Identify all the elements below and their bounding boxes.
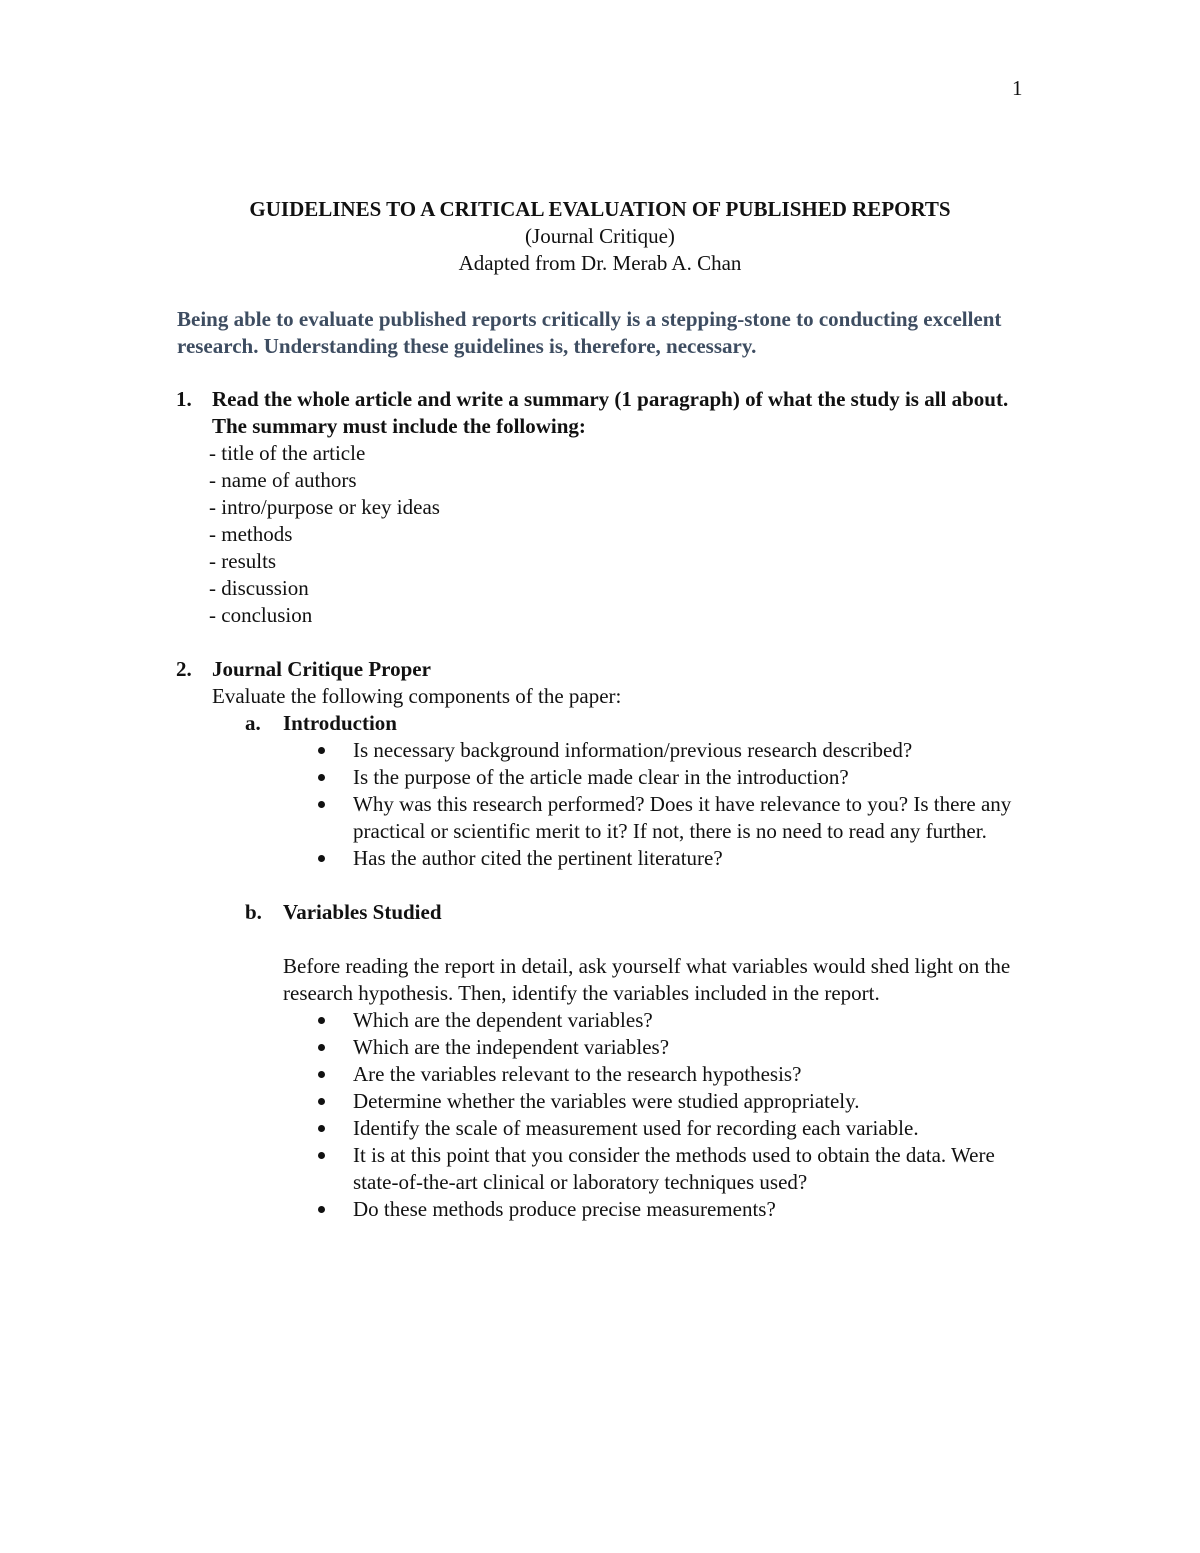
subsection-b-heading: Variables Studied [283, 900, 442, 924]
list-item: Identify the scale of measurement used for recording each variable. [282, 1115, 1036, 1142]
adapted-from: Adapted from Dr. Merab A. Chan [458, 251, 742, 275]
section-2 [176, 656, 1036, 1223]
list-item: Do these methods produce precise measurements? [282, 1196, 1036, 1223]
section-2-heading: Journal Critique Proper [212, 657, 431, 681]
list-item: Is the purpose of the article made clear in the introduction? [282, 764, 1036, 791]
subsection-a [212, 710, 1036, 737]
subsection-b [212, 899, 1036, 926]
subsection-a-letter: a. [245, 711, 261, 735]
list-item: - intro/purpose or key ideas [209, 494, 1036, 521]
subsection-b-letter: b. [245, 900, 262, 924]
variables-bullets [282, 1007, 1036, 1223]
list-item: - title of the article [209, 440, 1036, 467]
page-number: 1 [1012, 76, 1023, 100]
list-item: - discussion [209, 575, 1036, 602]
document-title: GUIDELINES TO A CRITICAL EVALUATION OF PUBLISHED REPORTS [249, 197, 951, 221]
list-item: - results [209, 548, 1036, 575]
subsection-a-heading: Introduction [283, 711, 397, 735]
variables-paragraph: Before reading the report in detail, ask yourself what variables would shed light on the research hypothesis. Then, identify the variables included in the report. [283, 954, 1011, 1005]
introduction-bullets [282, 737, 1036, 872]
list-item: Determine whether the variables were studied appropriately. [282, 1088, 1036, 1115]
list-item: Which are the independent variables? [282, 1034, 1036, 1061]
list-item: Are the variables relevant to the research hypothesis? [282, 1061, 1036, 1088]
section-1-text: Read the whole article and write a summary (1 paragraph) of what the study is all about. The summary must include the following: [212, 387, 1009, 438]
list-item: Which are the dependent variables? [282, 1007, 1036, 1034]
title-block [0, 196, 1200, 277]
section-1 [176, 386, 1036, 629]
list-item: Why was this research performed? Does it have relevance to you? Is there any practical or scientific merit to it? If not, there is no need to read any further. [282, 791, 1036, 845]
intro-paragraph: Being able to evaluate published reports critically is a stepping-stone to conducting excellent research. Understanding these guidelines is, therefore, necessary. [177, 307, 1002, 358]
list-item: - methods [209, 521, 1036, 548]
list-item: Has the author cited the pertinent literature? [282, 845, 1036, 872]
list-item: Is necessary background information/previous research described? [282, 737, 1036, 764]
list-item: - name of authors [209, 467, 1036, 494]
section-2-text: Evaluate the following components of the paper: [212, 684, 622, 708]
section-1-number: 1. [176, 387, 192, 411]
list-item: It is at this point that you consider the methods used to obtain the data. Were state-of-the-art clinical or laboratory techniques used? [282, 1142, 1036, 1196]
list-item: - conclusion [209, 602, 1036, 629]
summary-items-list [176, 440, 1036, 629]
section-2-number: 2. [176, 657, 192, 681]
document-subtitle: (Journal Critique) [525, 224, 675, 248]
